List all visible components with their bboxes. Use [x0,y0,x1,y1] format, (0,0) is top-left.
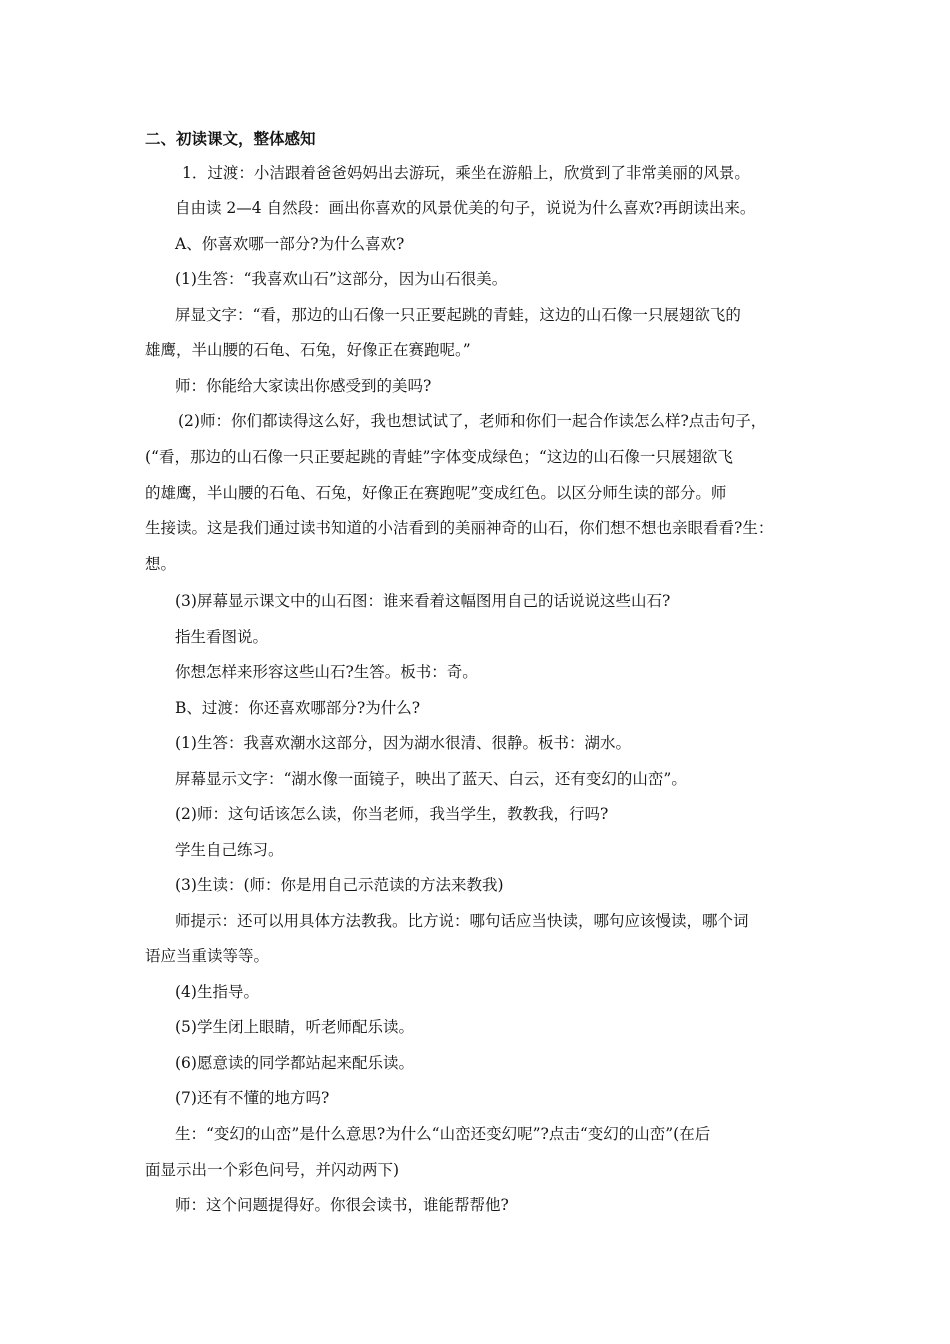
paragraph-line: 面显示出一个彩色问号，并闪动两下) [145,1161,400,1179]
paragraph-line: (2)师：你们都读得这么好，我也想试试了，老师和你们一起合作读怎么样?点击句子， [178,412,767,430]
paragraph-line: 自由读 2—4 自然段：画出你喜欢的风景优美的句子，说说为什么喜欢?再朗读出来。 [175,199,756,217]
paragraph-line: 1．过渡：小洁跟着爸爸妈妈出去游玩，乘坐在游船上，欣赏到了非常美丽的风景。 [182,164,750,182]
paragraph-line: 的雄鹰，半山腰的石龟、石兔，好像正在赛跑呢”变成红色。以区分师生读的部分。师 [145,484,727,502]
paragraph-line: 语应当重读等等。 [145,947,270,965]
paragraph-line: (“看，那边的山石像一只正要起跳的青蛙”字体变成绿色；“这边的山石像一只展翅欲飞 [145,448,733,466]
paragraph-line: (2)师：这句话该怎么读，你当老师，我当学生，教教我，行吗? [175,805,609,823]
paragraph-line: 屏幕显示文字：“湖水像一面镜子，映出了蓝天、白云，还有变幻的山峦”。 [175,770,687,788]
paragraph-line: 屏显文字：“看，那边的山石像一只正要起跳的青蛙，这边的山石像一只展翅欲飞的 [175,306,741,324]
paragraph-line: (1)生答：“我喜欢山石”这部分，因为山石很美。 [175,270,508,288]
paragraph-line: A、你喜欢哪一部分?为什么喜欢? [175,235,405,253]
paragraph-line: (1)生答：我喜欢潮水这部分，因为湖水很清、很静。板书：湖水。 [175,734,631,752]
paragraph-line: (3)屏幕显示课文中的山石图：谁来看着这幅图用自己的话说说这些山石? [175,592,671,610]
paragraph-line: 生接读。这是我们通过读书知道的小洁看到的美丽神奇的山石，你们想不想也亲眼看看?生： [145,519,774,537]
paragraph-line: (6)愿意读的同学都站起来配乐读。 [175,1054,414,1072]
paragraph-line: 师：你能给大家读出你感受到的美吗? [175,377,432,395]
paragraph-line: 生：“变幻的山峦”是什么意思?为什么“山峦还变幻呢”?点击“变幻的山峦”(在后 [175,1125,711,1143]
paragraph-line: (7)还有不懂的地方吗? [175,1089,330,1107]
paragraph-line: 师提示：还可以用具体方法教我。比方说：哪句话应当快读，哪句应该慢读，哪个词 [175,912,749,930]
paragraph-line: 你想怎样来形容这些山石?生答。板书：奇。 [175,663,478,681]
paragraph-line: 指生看图说。 [175,628,269,646]
section-heading: 二、初读课文，整体感知 [145,129,316,148]
paragraph-line: 师：这个问题提得好。你很会读书，谁能帮帮他? [175,1196,509,1214]
paragraph-line: 雄鹰，半山腰的石龟、石兔，好像正在赛跑呢。” [145,341,471,359]
paragraph-line: (4)生指导。 [175,983,259,1001]
paragraph-line: (3)生读：(师：你是用自己示范读的方法来教我) [175,876,504,894]
paragraph-line: B、过渡：你还喜欢哪部分?为什么? [175,699,421,717]
paragraph-line: 学生自己练习。 [175,841,284,859]
paragraph-line: 想。 [145,555,177,573]
paragraph-line: (5)学生闭上眼睛，听老师配乐读。 [175,1018,414,1036]
